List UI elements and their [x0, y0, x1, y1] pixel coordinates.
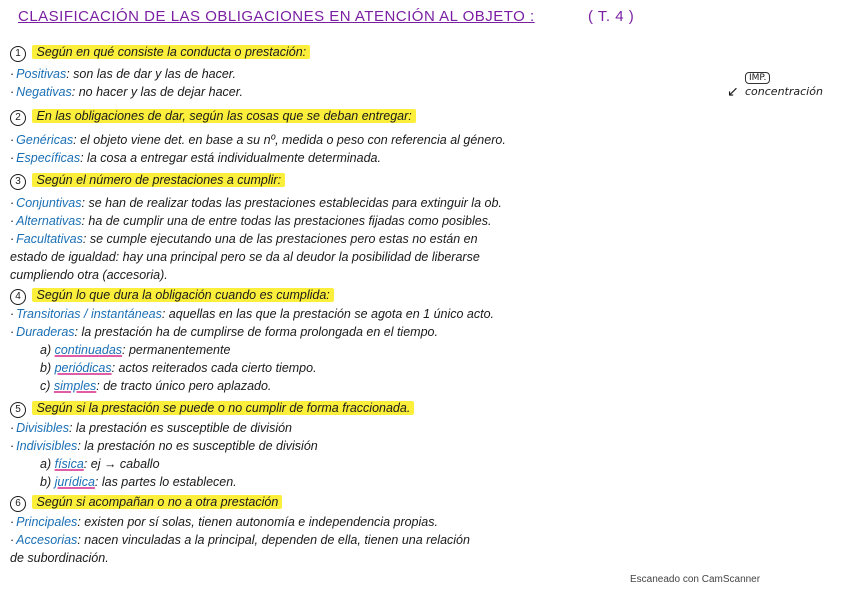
section-number: 5 [10, 402, 26, 418]
bullet: · [10, 133, 15, 147]
item-term: Alternativas [16, 214, 82, 228]
section-number: 6 [10, 496, 26, 512]
section-heading-text: Según si la prestación se puede o no cumplir de forma fraccionada. [32, 401, 414, 415]
title-text: CLASIFICACIÓN DE LAS OBLIGACIONES EN ATENCIÓN AL OBJETO : [18, 8, 535, 25]
section-heading-text: Según en qué consiste la conducta o prestación: [32, 45, 310, 59]
sub-item-text: : actos reiterados cada cierto tiempo. [111, 361, 317, 375]
bullet: · [10, 151, 15, 165]
list-item [10, 420, 838, 436]
sub-item-prefix: a) [40, 343, 52, 357]
list-item [10, 514, 838, 530]
section-number: 3 [10, 174, 26, 190]
bullet: · [10, 439, 15, 453]
bullet: · [10, 67, 15, 81]
page-title [18, 8, 658, 25]
item-text: : la cosa a entregar está individualmente determinada. [80, 151, 381, 165]
section-heading-text: Según si acompañan o no a otra prestación [32, 495, 282, 509]
list-item [10, 532, 838, 548]
sub-item-prefix: a) [40, 457, 52, 471]
item-text: : aquellas en las que la prestación se agota en 1 único acto. [161, 307, 495, 321]
section-heading [10, 287, 838, 305]
sub-item-term: periódicas [54, 361, 112, 375]
item-term: Indivisibles [16, 439, 78, 453]
sub-item-term: simples [53, 379, 97, 393]
list-item [10, 324, 838, 340]
bullet: · [10, 515, 15, 529]
sub-item-text: : las partes lo establecen. [94, 475, 237, 489]
bullet: · [10, 533, 15, 547]
item-text: : se han de realizar todas las prestaciones establecidas para extinguir la ob. [81, 196, 502, 210]
sub-item [40, 360, 838, 376]
list-item [10, 84, 838, 100]
item-term: Específicas [16, 151, 81, 165]
item-text: : existen por sí solas, tienen autonomía e independencia propias. [77, 515, 438, 529]
item-text: : la prestación es susceptible de división [68, 421, 293, 435]
item-text: : la prestación no es susceptible de división [77, 439, 318, 453]
sub-item-prefix: c) [40, 379, 51, 393]
list-item [10, 132, 838, 148]
sub-item [40, 456, 838, 472]
item-term: Duraderas [16, 325, 75, 339]
bullet: · [10, 232, 15, 246]
item-text: : la prestación ha de cumplirse de forma prolongada en el tiempo. [74, 325, 438, 339]
list-item [10, 438, 838, 454]
item-text: : no hacer y las de dejar hacer. [71, 85, 243, 99]
section-heading [10, 108, 838, 126]
item-term: Positivas [16, 67, 67, 81]
section-heading [10, 172, 838, 190]
item-term: Transitorias / instantáneas [16, 307, 162, 321]
section-number: 4 [10, 289, 26, 305]
sub-item [40, 474, 838, 490]
section-heading [10, 494, 838, 512]
bullet: · [10, 196, 15, 210]
section-heading [10, 44, 838, 62]
sub-item-term: continuadas [54, 343, 123, 357]
sub-item-prefix: b) [40, 361, 52, 375]
bullet: · [10, 307, 15, 321]
item-text: : el objeto viene det. en base a su nº, medida o peso con referencia al género. [73, 133, 506, 147]
margin-note-text: concentración [745, 85, 823, 98]
item-term: Accesorias [16, 533, 78, 547]
list-item [10, 195, 838, 211]
imp-badge: IMP. [745, 72, 770, 84]
sub-item-text: : ej → caballo [83, 457, 160, 471]
list-item [10, 150, 838, 166]
item-text: : nacen vinculadas a la principal, dependen de ella, tienen una relación [77, 533, 470, 547]
sub-item [40, 378, 838, 394]
item-text: : son las de dar y las de hacer. [66, 67, 236, 81]
section-heading-text: Según el número de prestaciones a cumplir: [32, 173, 285, 187]
item-text: : ha de cumplir una de entre todas las prestaciones fijadas como posibles. [81, 214, 492, 228]
list-item [10, 306, 838, 322]
arrow-icon: ↙ [727, 84, 739, 100]
sub-item-text: : permanentemente [122, 343, 231, 357]
item-term: Principales [16, 515, 78, 529]
bullet: · [10, 421, 15, 435]
section-number: 1 [10, 46, 26, 62]
sub-item-term: física [54, 457, 84, 471]
bullet: · [10, 85, 15, 99]
item-continuation: de subordinación. [10, 551, 109, 565]
item-text: : se cumple ejecutando una de las prestaciones pero estas no están en [82, 232, 478, 246]
list-item [10, 213, 838, 229]
section-number: 2 [10, 110, 26, 126]
item-term: Divisibles [16, 421, 69, 435]
item-continuation: estado de igualdad: hay una principal pero se da al deudor la posibilidad de liberarse [10, 250, 480, 264]
section-heading [10, 400, 838, 418]
item-continuation: cumpliendo otra (accesoria). [10, 268, 168, 282]
scanner-watermark: Escaneado con CamScanner [630, 574, 761, 585]
bullet: · [10, 325, 15, 339]
bullet: · [10, 214, 15, 228]
topic-number: ( T. 4 ) [588, 8, 635, 25]
item-term: Conjuntivas [16, 196, 82, 210]
item-term: Negativas [16, 85, 72, 99]
list-item [10, 66, 838, 82]
sub-item-text: : de tracto único pero aplazado. [96, 379, 272, 393]
item-term: Facultativas [16, 232, 83, 246]
sub-item [40, 342, 838, 358]
item-term: Genéricas [16, 133, 74, 147]
sub-item-prefix: b) [40, 475, 52, 489]
sub-item-term: jurídica [54, 475, 95, 489]
section-heading-text: En las obligaciones de dar, según las cosas que se deban entregar: [32, 109, 415, 123]
list-item [10, 231, 838, 247]
section-heading-text: Según lo que dura la obligación cuando es cumplida: [32, 288, 333, 302]
